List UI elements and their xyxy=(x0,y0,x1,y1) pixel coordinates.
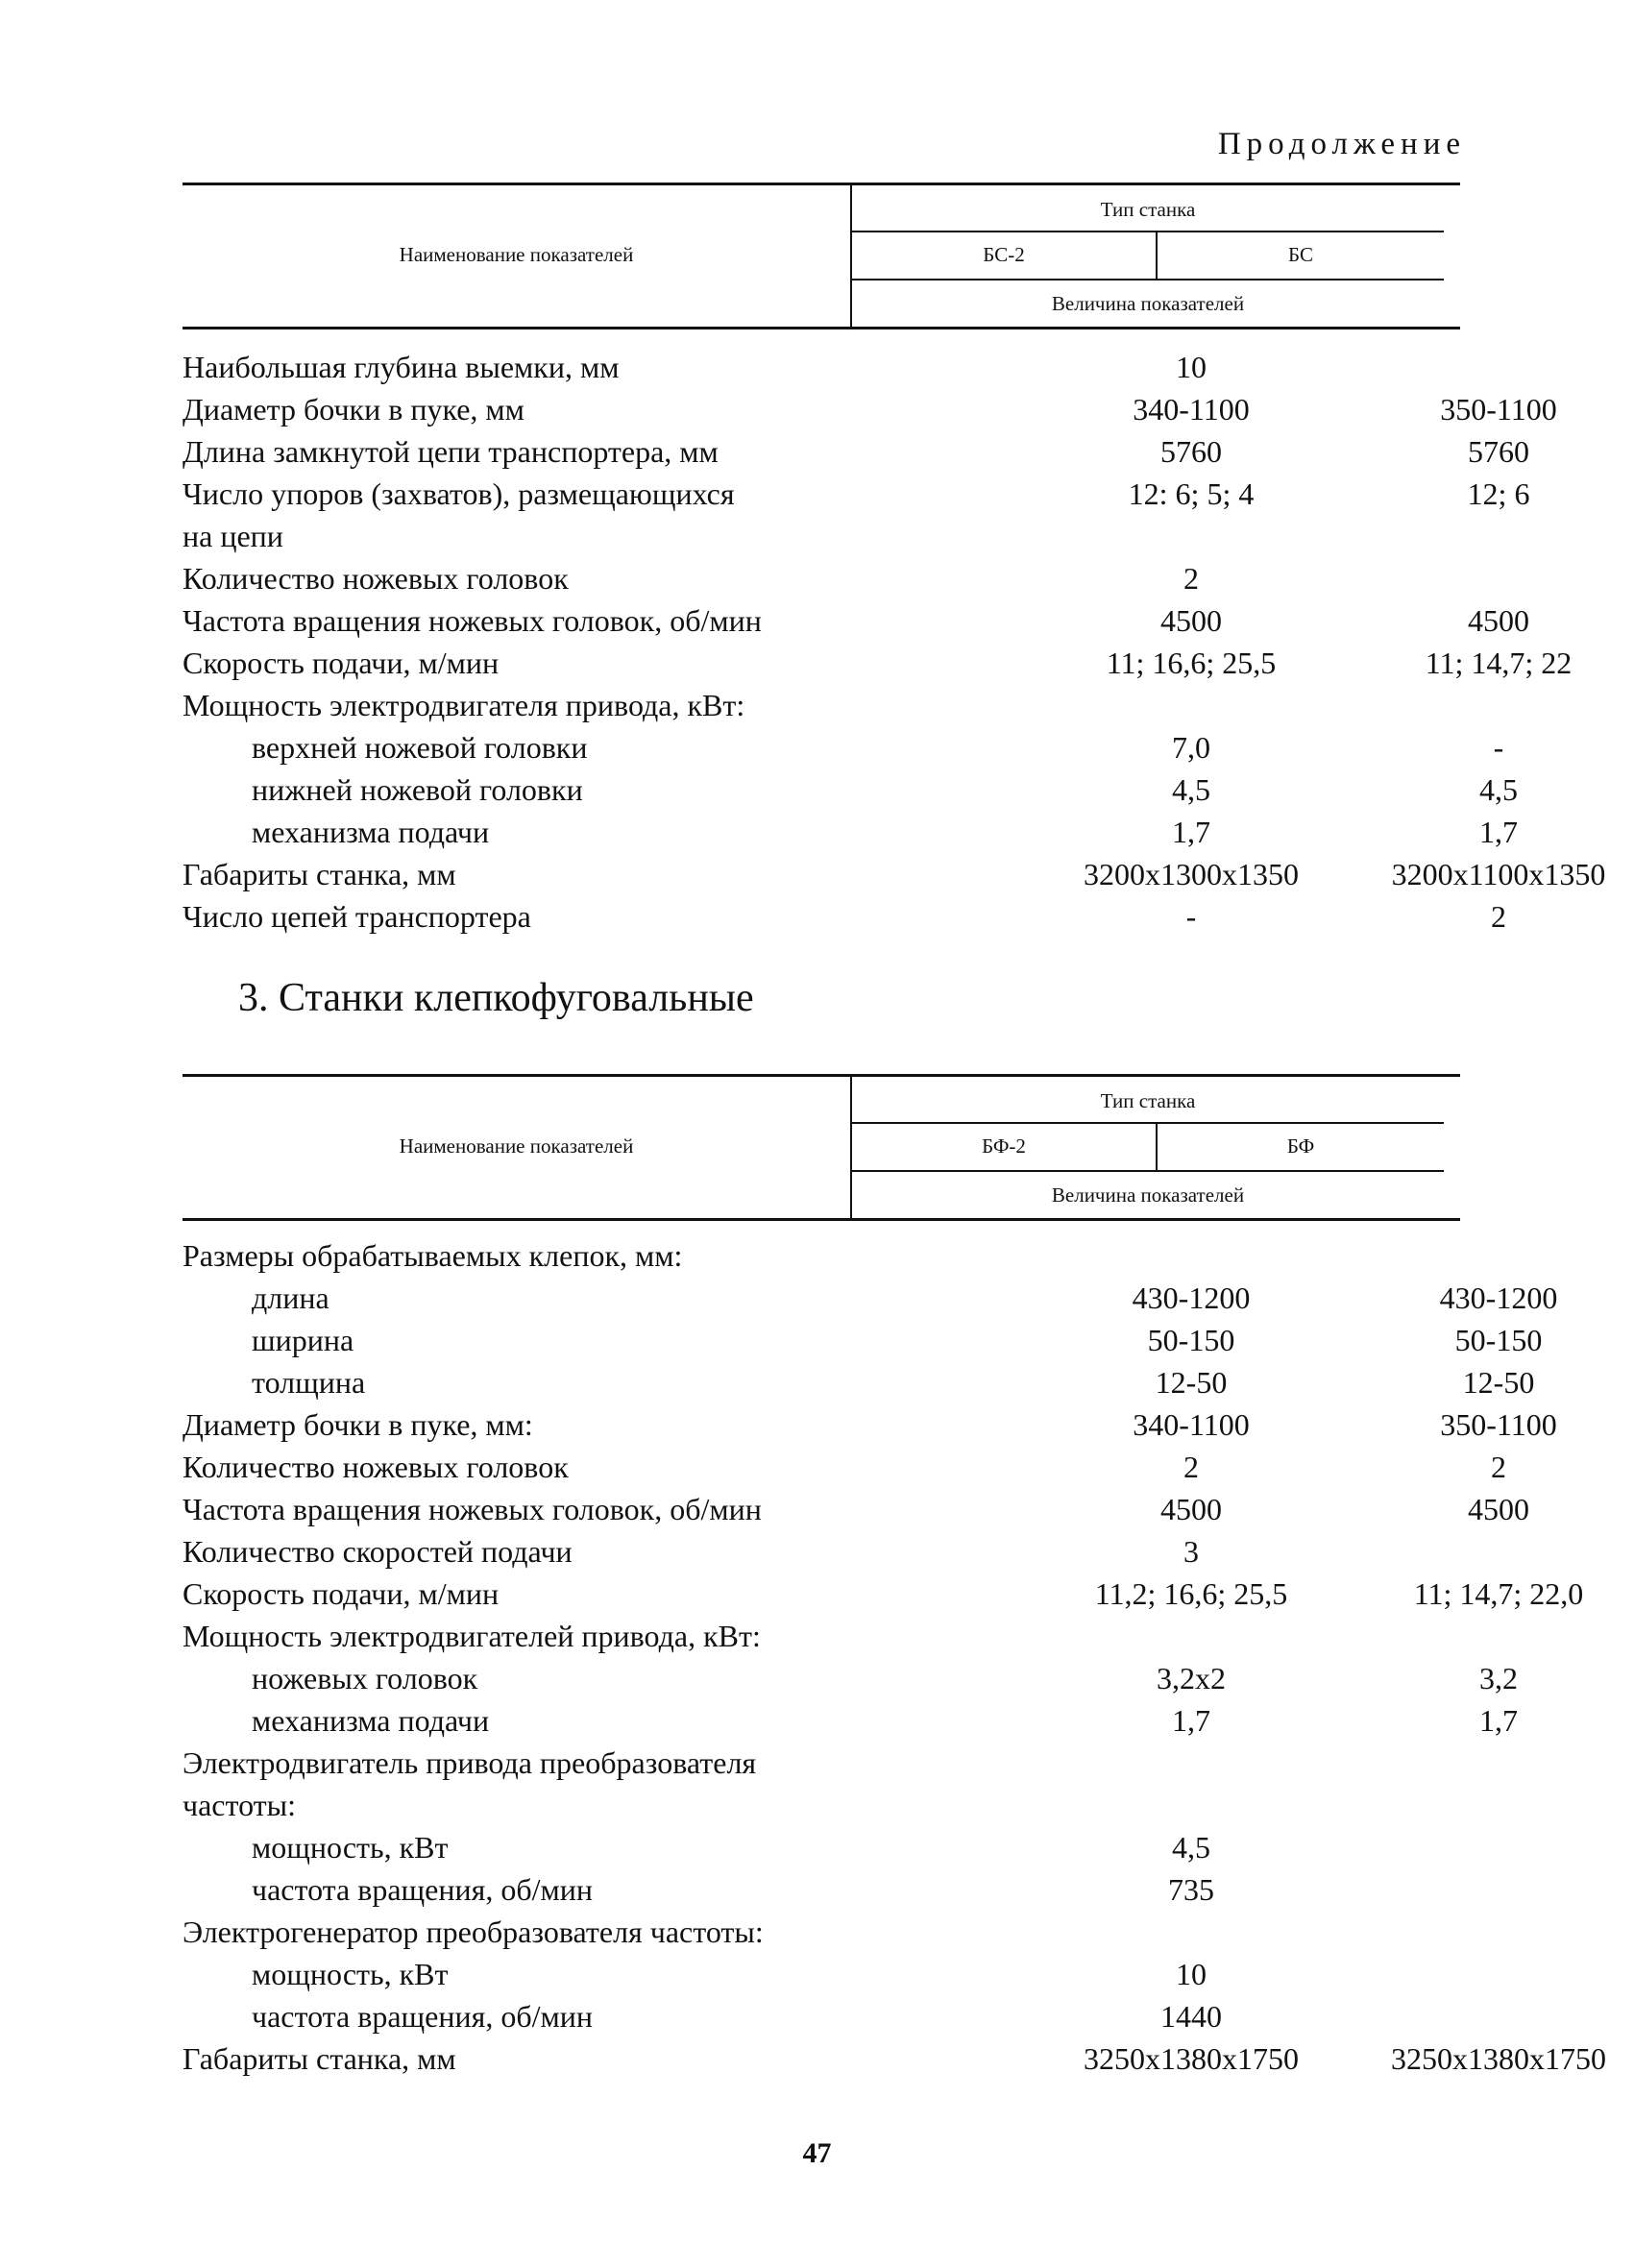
table-row: Количество ножевых головок 2 2 xyxy=(183,1450,1506,1484)
table-row: толщина 12-50 12-50 xyxy=(252,1365,1535,1400)
table-row: Мощность электродвигателя привода, кВт: xyxy=(183,688,745,722)
table2-col1-header: БФ-2 xyxy=(982,1134,1026,1158)
table-row: Габариты станка, мм 3200x1300x1350 3200x1100x1350 xyxy=(183,857,1606,891)
table2-name-column-header: Наименование показателей xyxy=(399,1134,634,1158)
table-row: Наибольшая глубина выемки, мм 10 xyxy=(183,350,1207,384)
table-row: частота вращения, об/мин 1440 xyxy=(252,1999,1222,2034)
table1-name-column-header: Наименование показателей xyxy=(399,243,634,266)
table-row: механизма подачи 1,7 1,7 xyxy=(252,815,1518,849)
table1-col2-header: БС xyxy=(1288,243,1313,266)
table-row: Частота вращения ножевых головок, об/мин 4500 4500 xyxy=(183,603,1529,638)
table-row: Размеры обрабатываемых клепок, мм: xyxy=(183,1238,683,1273)
table1-value-header: Величина показателей xyxy=(1051,292,1245,315)
table-row: Число цепей транспортера - 2 xyxy=(183,899,1506,934)
section-title: 3. Станки клепкофуговальные xyxy=(238,976,754,1020)
table2-value-header: Величина показателей xyxy=(1051,1183,1245,1207)
table-row: Диаметр бочки в пуке, мм 340-1100 350-1100 xyxy=(183,392,1557,427)
table-row: частоты: xyxy=(183,1788,297,1822)
table-row: Частота вращения ножевых головок, об/мин 4500 4500 xyxy=(183,1492,1529,1526)
table1-header xyxy=(183,183,1460,331)
table-row: Скорость подачи, м/мин 11,2; 16,6; 25,5 11; 14,7; 22,0 xyxy=(183,1576,1584,1611)
table-row: Диаметр бочки в пуке, мм: 340-1100 350-1100 xyxy=(183,1407,1557,1442)
table-row: Количество ножевых головок 2 xyxy=(183,561,1199,596)
table-row: механизма подачи 1,7 1,7 xyxy=(252,1703,1518,1738)
table-row: Габариты станка, мм 3250x1380x1750 3250x1380x1750 xyxy=(183,2041,1606,2076)
table-row: верхней ножевой головки 7,0 - xyxy=(252,730,1504,765)
table-row: ширина 50-150 50-150 xyxy=(252,1323,1543,1357)
table-row: Мощность электродвигателей привода, кВт: xyxy=(183,1619,761,1653)
table-row: частота вращения, об/мин 735 xyxy=(252,1872,1214,1907)
table-row: мощность, кВт 10 xyxy=(252,1957,1207,1991)
table-row: Длина замкнутой цепи транспортера, мм 5760 5760 xyxy=(183,434,1529,469)
table-row: на цепи xyxy=(183,519,283,553)
table-row: Скорость подачи, м/мин 11; 16,6; 25,5 11; 14,7; 22 xyxy=(183,646,1573,680)
table-row: Электродвигатель привода преобразователя xyxy=(183,1745,757,1780)
table1-col1-header: БС-2 xyxy=(983,243,1025,266)
table-row: ножевых головок 3,2x2 3,2 xyxy=(252,1661,1518,1695)
table2-col2-header: БФ xyxy=(1286,1134,1315,1158)
table-row: Электрогенератор преобразователя частоты: xyxy=(183,1914,764,1949)
table-row: Число упоров (захватов), размещающихся 12: 6; 5; 4 12; 6 xyxy=(183,476,1530,511)
table2-header xyxy=(183,1074,1460,1223)
table1-machine-type-header: Тип станка xyxy=(1100,198,1196,221)
page-number: 47 xyxy=(802,2137,832,2169)
table-row: Количество скоростей подачи 3 xyxy=(183,1534,1199,1569)
table-row: нижней ножевой головки 4,5 4,5 xyxy=(252,772,1518,807)
table2-machine-type-header: Тип станка xyxy=(1100,1089,1196,1112)
table-row: мощность, кВт 4,5 xyxy=(252,1830,1210,1865)
table-row: длина 430-1200 430-1200 xyxy=(252,1280,1558,1315)
continuation-label: Продолжение xyxy=(1217,127,1466,161)
